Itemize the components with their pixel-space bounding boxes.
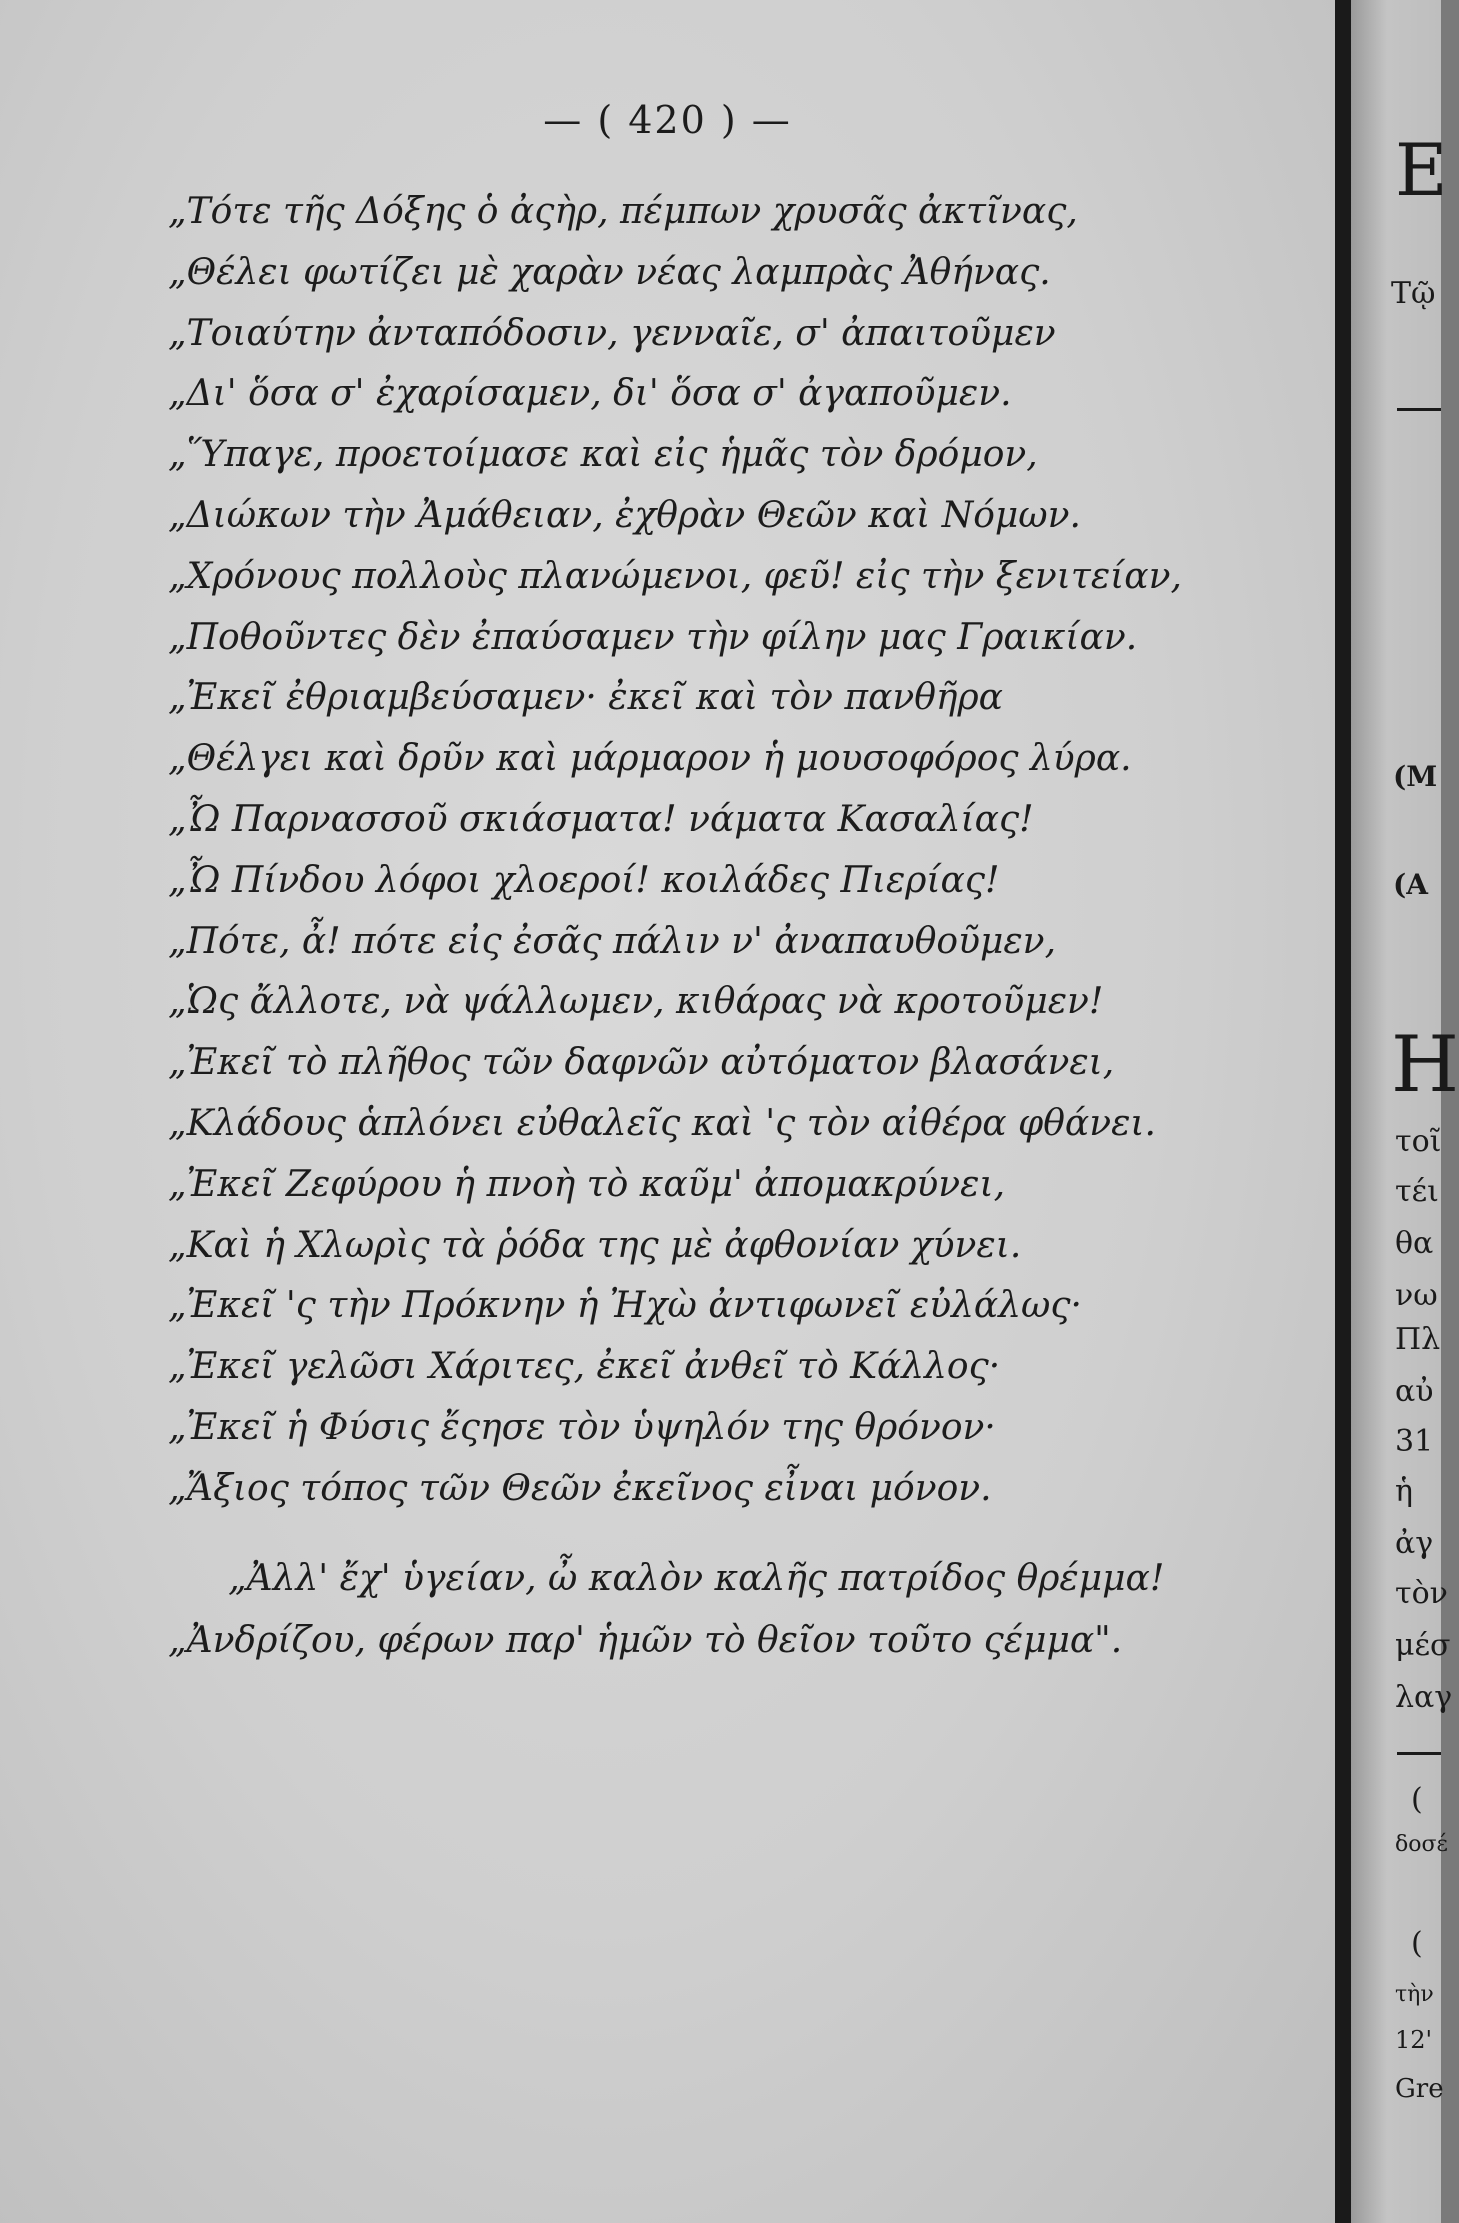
verse-line: „Θέλγει καὶ δρῦν καὶ μάρμαρον ἡ μουσοφόρος λύρα. [168,738,1132,780]
closing-line: „Ἀνδρίζου, φέρων παρ' ἡμῶν τὸ θεῖον τοῦτο ςέμμα". [168,1620,1123,1661]
verse-block [168,182,1288,1520]
verse-line: „Δι' ὅσα σ' ἐχαρίσαμεν, δι' ὅσα σ' ἀγαποῦμεν. [168,373,1012,415]
verse-line: „Ἐκεῖ ἐθριαμβεύσαμεν· ἐκεῖ καὶ τὸν πανθῆρα [168,677,1003,719]
next-page-fragment: τὴν [1395,1982,1434,2007]
verse-line: „Κλάδους ἁπλόνει εὐθαλεῖς καὶ 'ς τὸν αἰθέρα φθάνει. [168,1102,1156,1144]
verse-line: „Ὕπαγε, προετοίμασε καὶ εἰς ἡμᾶς τὸν δρόμον, [168,434,1038,476]
verse-line: „Πότε, ἆ! πότε εἰς ἐσᾶς πάλιν ν' ἀναπαυθοῦμεν, [168,920,1057,962]
next-page-fragment: ἀγ [1395,1526,1434,1561]
verse-line: „Ἐκεῖ γελῶσι Χάριτες, ἐκεῖ ἀνθεῖ τὸ Κάλλος· [168,1346,1001,1388]
page-header: — ( 420 ) — [543,98,792,142]
verse-line: „Τότε τῆς Δόξης ὁ ἀςὴρ, πέμπων χρυσᾶς ἀκτῖνας, [168,191,1078,232]
next-page-rule [1397,408,1441,411]
next-page-fragment: μέσ [1395,1628,1451,1663]
next-page-fragment: 12' [1395,2026,1433,2054]
verse-line: „Ἐκεῖ 'ς τὴν Πρόκνην ἡ Ἠχὼ ἀντιφωνεῖ εὐλάλως· [168,1285,1082,1327]
next-page-fragment: (Μ [1393,760,1438,793]
next-page-fragment: (Α [1393,868,1428,901]
closing-couplet [168,1548,1288,1672]
verse-line: „Ὦ Πίνδου λόφοι χλοεροί! κοιλάδες Πιερίας! [168,859,1000,901]
next-page-fragment: Gre [1395,2074,1444,2104]
next-page-fragment: αὐ [1395,1374,1434,1409]
adjacent-page-edge [1351,0,1459,2223]
verse-line: „Ἐκεῖ ἡ Φύσις ἔςησε τὸν ὑψηλόν της θρόνον· [168,1406,996,1448]
next-page-fragment: λαγ [1395,1680,1453,1715]
verse-line: „Ὦ Παρνασσοῦ σκιάσματα! νάματα Κασαλίας! [168,798,1034,840]
next-page-fragment: Τῷ [1391,276,1436,311]
verse-line: „Τοιαύτην ἀνταπόδοσιν, γενναῖε, σ' ἀπαιτοῦμεν [168,312,1056,354]
next-page-fragment: ἡ [1395,1474,1413,1509]
next-page-fragment: τοῖ [1395,1124,1442,1159]
verse-line: „Ἐκεῖ τὸ πλῆθος τῶν δαφνῶν αὐτόματον βλασάνει, [168,1042,1115,1084]
book-gutter [1335,0,1351,2223]
verse-line: „Χρόνους πολλοὺς πλανώμενοι, φεῦ! εἰς τὴν ξενιτείαν, [168,555,1182,597]
verse-line: „Διώκων τὴν Ἀμάθειαν, ἐχθρὰν Θεῶν καὶ Νόμων. [168,494,1081,536]
verse-line: „Ἐκεῖ Ζεφύρου ἡ πνοὴ τὸ καῦμ' ἀπομακρύνει, [168,1163,1006,1205]
closing-line: „Ἀλλ' ἔχ' ὑγείαν, ὦ καλὸν καλῆς πατρίδος θρέμμα! [228,1558,1165,1599]
next-page-fragment: δοσέ [1395,1832,1448,1857]
verse-line: „Ὡς ἄλλοτε, νὰ ψάλλωμεν, κιθάρας νὰ κροτοῦμεν! [168,981,1104,1023]
verse-line: „Ποθοῦντες δὲν ἐπαύσαμεν τὴν φίλην μας Γραικίαν. [168,616,1138,658]
verse-line: „Ἄξιος τόπος τῶν Θεῶν ἐκεῖνος εἶναι μόνον. [168,1467,992,1509]
next-page-fragment: E [1395,128,1448,212]
next-page-fragment: Πλ [1395,1322,1441,1357]
next-page-fragment: τέι [1395,1174,1439,1209]
verse-line: „Καὶ ἡ Χλωρὶς τὰ ῥόδα της μὲ ἀφθονίαν χύνει. [168,1224,1022,1266]
next-page-fragment: θα [1395,1226,1434,1261]
next-page-fragment: 31 [1395,1424,1434,1459]
next-page-fragment: νω [1395,1278,1438,1313]
next-page-fragment: ( [1411,1782,1423,1817]
next-page-fragment: Η [1391,1020,1459,1110]
next-page-fragment: ( [1411,1926,1423,1961]
verse-line: „Θέλει φωτίζει μὲ χαρὰν νέας λαμπρὰς Ἀθήνας. [168,251,1051,293]
next-page-rule [1397,1752,1441,1755]
next-page-fragment: τὸν [1395,1576,1448,1611]
